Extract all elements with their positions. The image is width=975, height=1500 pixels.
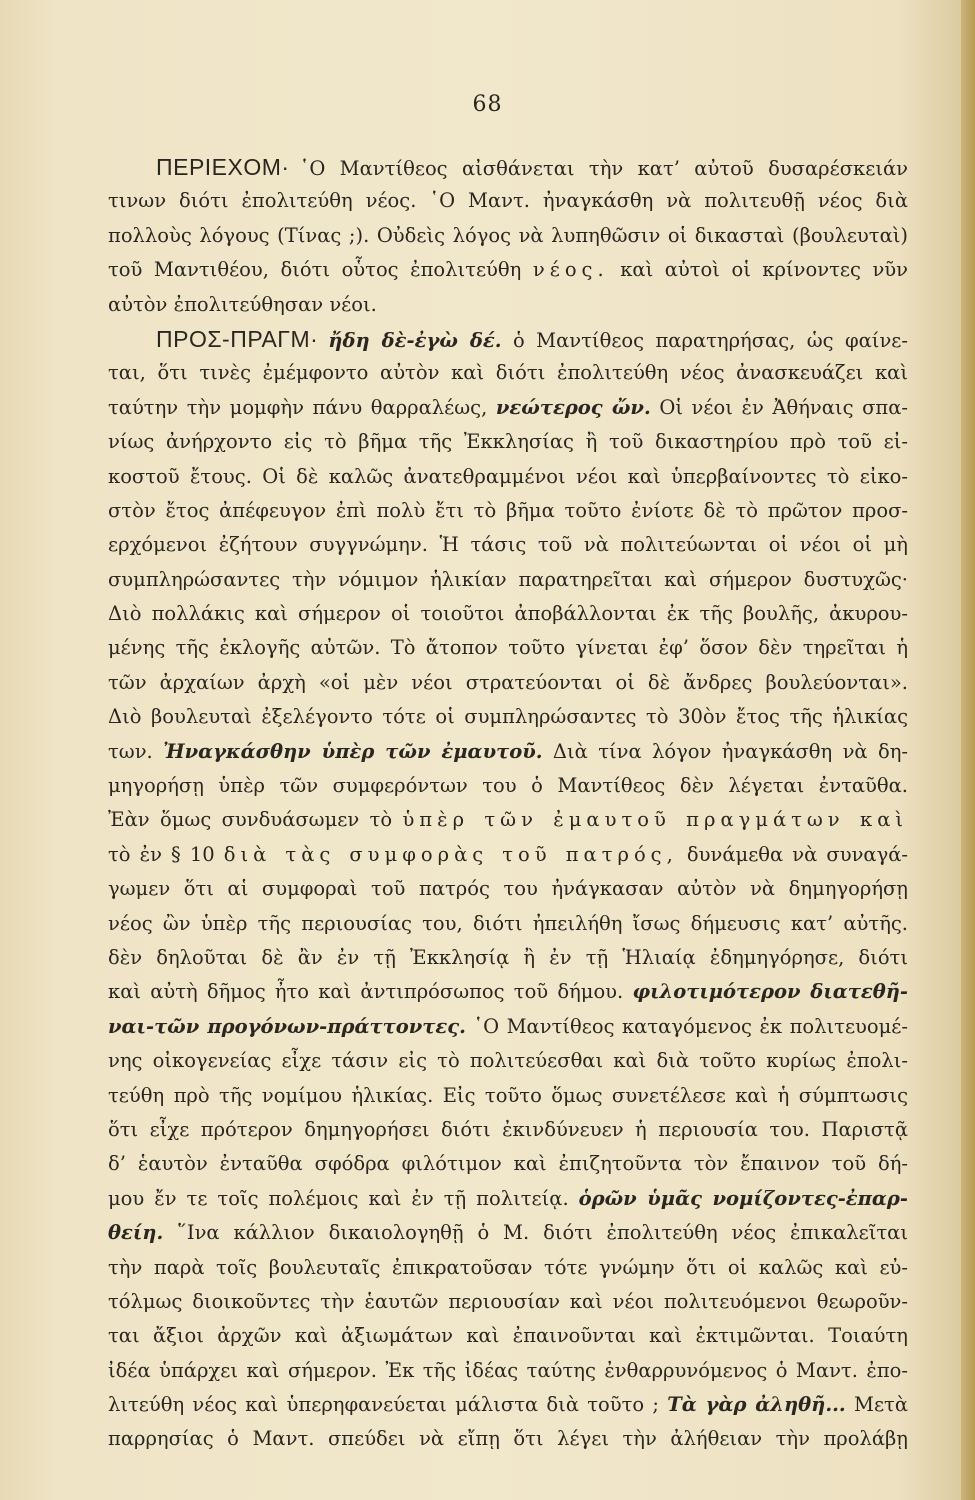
text-line: καὶ αὐτὴ δῆμος ἦτο καὶ ἀντιπρόσωπος τοῦ δήμου. φιλοτιμότερον διατεθῆ- [108,980,908,1004]
text-line: ναι-τῶν προγόνων-πράττοντες. ῾Ο Μαντίθεος καταγόμενος ἐκ πολιτευομέ- [108,1014,908,1038]
text-line: ερχόμενοι ἐζήτουν συγγνώμην. Ἡ τάσις τοῦ νὰ πολιτεύωνται οἱ νέοι οἱ μὴ [108,533,908,557]
text-line: μου ἔν τε τοῖς πολέμοις καὶ ἐν τῇ πολιτείᾳ. ὁρῶν ὑμᾶς νομίζοντες-ἐπαρ- [108,1186,908,1210]
text-line: ται ἄξιοι ἀρχῶν καὶ ἀξιωμάτων καὶ ἐπαινοῦνται καὶ ἐκτιμῶνται. Τοιαύτη [108,1324,908,1348]
text-line: ταύτην τὴν μομφὴν πάνυ θαρραλέως, νεώτερος ὤν. Οἱ νέοι ἐν Ἀθήναις σπα- [108,395,908,419]
text-line: μηγορήσῃ ὑπὲρ τῶν συμφερόντων του ὁ Μαντίθεος δὲν λέγεται ἐνταῦθα. [108,774,908,798]
text-line: τὸ ἐν § 10 διὰ τὰς συμφορὰς τοῦ πατρός, δυνάμεθα νὰ συναγά- [108,842,908,866]
text-line: μένης τῆς ἐκλογῆς αὐτῶν. Τὸ ἄτοπον τοῦτο γίνεται ἐφ’ ὅσον δὲν τηρεῖται ἡ [108,636,908,660]
text-line: ΠΡΟΣ-ΠΡΑΓΜ· ἤδη δὲ-ἐγὼ δέ. ὁ Μαντίθεος παρατηρήσας, ὡς φαίνε- [156,325,908,352]
text-line: παρρησίας ὁ Μαντ. σπεύδει νὰ εἴπῃ ὅτι λέγει τὴν ἀλήθειαν τὴν προλάβῃ [108,1427,908,1451]
text-line: κοστοῦ ἔτους. Οἱ δὲ καλῶς ἀνατεθραμμένοι νέοι καὶ ὑπερβαίνοντες τὸ εἰκο- [108,464,908,488]
section-heading: ΠΡΟΣ-ΠΡΑΓΜ· [156,325,319,352]
text-line: τὴν παρὰ τοῖς βουλευταῖς ἐπικρατοῦσαν τότε γνώμην ὅτι οἱ καλῶς καὶ εὐ- [108,1255,908,1279]
text-line: αὐτὸν ἐπολιτεύθησαν νέοι. [108,292,377,316]
text-line: ται, ὅτι τινὲς ἐμέμφοντο αὐτὸν καὶ διότι ἐπολιτεύθη νέος ἀνασκευάζει καὶ [108,361,908,385]
text-line: ὅτι εἶχε πρότερον δημηγορήσει διότι ἐκινδύνευεν ἡ περιουσία του. Παριστᾷ [108,1117,908,1141]
text-line: λιτεύθη νέος καὶ ὑπερηφανεύεται μάλιστα διὰ τοῦτο ; Τὰ γὰρ ἀληθῆ... Μετὰ [108,1393,908,1417]
page-number: 68 [472,92,503,117]
text-line: συμπληρώσαντες τὴν νόμιμον ἡλικίαν παρατηρεῖται καὶ σήμερον δυστυχῶς· [108,567,908,591]
text-line: τεύθη πρὸ τῆς νομίμου ἡλικίας. Εἰς τοῦτο ὅμως συνετέλεσε καὶ ἡ σύμπτωσις [108,1083,908,1107]
text-line: νίως ἀνήρχοντο εἰς τὸ βῆμα τῆς Ἐκκλησίας ἢ τοῦ δικαστηρίου πρὸ τοῦ εἰ- [108,430,908,454]
text-line: ἰδέα ὑπάρχει καὶ σήμερον. Ἐκ τῆς ἰδέας ταύτης ἐνθαρρυνόμενος ὁ Μαντ. ἐπο- [108,1358,908,1382]
text-line: ΠΕΡΙΕΧΟΜ· ῾Ο Μαντίθεος αἰσθάνεται τὴν κατ’ αὐτοῦ δυσαρέσκειάν [156,154,908,180]
text-line: δ’ ἑαυτὸν ἐνταῦθα σφόδρα φιλότιμον καὶ ἐπιζητοῦντα τὸν ἔπαινον τοῦ δή- [108,1152,908,1176]
text-line: νης οἰκογενείας εἶχε τάσιν εἰς τὸ πολιτεύεσθαι καὶ διὰ τοῦτο κυρίως ἐπολι- [108,1049,908,1073]
text-line: Διὸ βουλευταὶ ἐξελέγοντο τότε οἱ συμπληρώσαντες τὸ 30ὸν ἔτος τῆς ἡλικίας [108,705,908,729]
text-line: τόλμως διοικοῦντες τὴν ἑαυτῶν περιουσίαν καὶ νέοι πολιτευόμενοι θεωροῦν- [108,1289,908,1313]
text-line: τῶν ἀρχαίων ἀρχὴ «οἱ μὲν νέοι στρατεύονται οἱ δὲ ἄνδρες βουλεύονται». [108,670,908,694]
section-heading: ΠΕΡΙΕΧΟΜ· [156,154,290,180]
text-line: στὸν ἔτος ἀπέφευγον ἐπὶ πολὺ ἔτι τὸ βῆμα τοῦτο ἐνίοτε δὲ τὸ πρῶτον προσ- [108,498,908,522]
text-line: πολλοὺς λόγους (Τίνας ;). Οὐδεὶς λόγος νὰ λυπηθῶσιν οἱ δικασταὶ (βουλευταὶ) [108,223,908,247]
body-text [108,150,908,1457]
text-line: τινων διότι ἐπολιτεύθη νέος. ῾Ο Μαντ. ἠναγκάσθη νὰ πολιτευθῇ νέος διὰ [108,189,908,213]
text-line: Ἐὰν ὅμως συνδυάσωμεν τὸ ὑπὲρ τῶν ἐμαυτοῦ πραγμάτων καὶ [108,808,908,832]
text-line: γωμεν ὅτι αἱ συμφοραὶ τοῦ πατρός του ἠνάγκασαν αὐτὸν νὰ δημηγορήσῃ [108,877,908,901]
text-line: Διὸ πολλάκις καὶ σήμερον οἱ τοιοῦτοι ἀποβάλλονται ἐκ τῆς βουλῆς, ἀκυρου- [108,602,908,626]
page-edge [961,0,975,1500]
text-line: δὲν δηλοῦται δὲ ἂν ἐν τῇ Ἐκκλησίᾳ ἢ ἐν τῇ Ἡλιαίᾳ ἐδημηγόρησε, διότι [108,945,908,969]
text-line: θείη. ῞Ινα κάλλιον δικαιολογηθῇ ὁ Μ. διότι ἐπολιτεύθη νέος ἐπικαλεῖται [108,1221,908,1245]
text-line: νέος ὢν ὑπὲρ τῆς περιουσίας του, διότι ἠπειλήθη ἴσως δήμευσις κατ’ αὐτῆς. [108,911,908,935]
text-line: των. Ἠναγκάσθην ὑπὲρ τῶν ἐμαυτοῦ. Διὰ τίνα λόγον ἠναγκάσθη νὰ δη- [108,739,908,763]
text-line: τοῦ Μαντιθέου, διότι οὗτος ἐπολιτεύθη νέος. καὶ αὐτοὶ οἱ κρίνοντες νῦν [108,258,908,282]
